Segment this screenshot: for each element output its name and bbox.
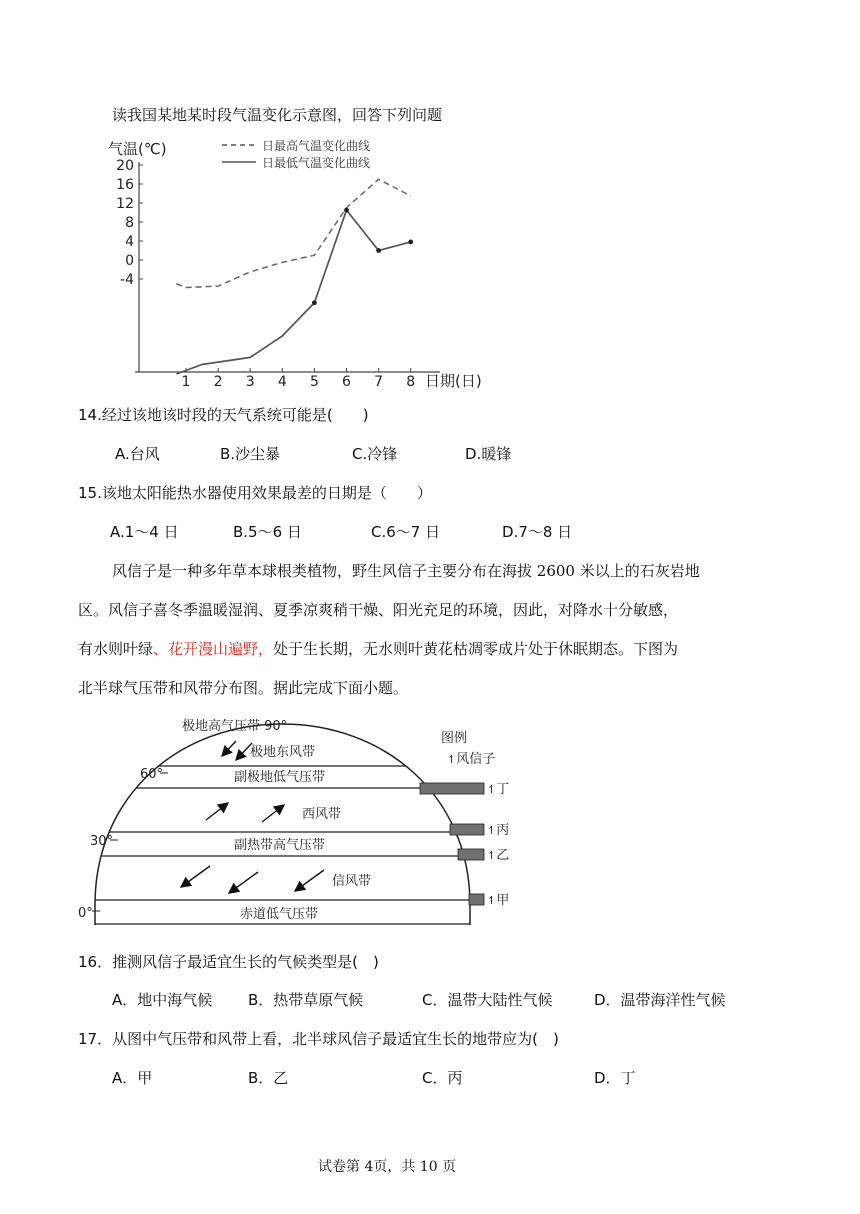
x-tick-label: 5: [309, 374, 319, 390]
x-tick-label: 4: [277, 374, 287, 390]
westerlies-label: 西风带: [302, 807, 342, 822]
subpolar-low-label: 副极地低气压带: [234, 770, 326, 785]
marker-bar-yi: [458, 849, 484, 860]
q15-option-d: D.7～8 日: [502, 523, 573, 541]
page-footer: 试卷第 4页，共 10 页: [318, 1159, 457, 1175]
q16-option-c: C．温带大陆性气候: [422, 991, 553, 1009]
q14-option-c: C.冷锋: [352, 445, 398, 463]
series-max-temp-line: [176, 179, 410, 287]
passage-line-3a: 有水则叶绿: [78, 640, 154, 658]
q17-option-b: B．乙: [248, 1069, 289, 1087]
y-tick-label: 4: [125, 234, 134, 250]
trade-winds-label: 信风带: [332, 874, 372, 889]
y-tick-label: 16: [116, 177, 134, 193]
y-tick-label: -4: [120, 272, 134, 288]
marker-bar-ding: [420, 783, 484, 794]
subtropical-high-label: 副热带高气压带: [234, 838, 326, 853]
min-temp-point: [344, 208, 349, 213]
q14-option-d: D.暖锋: [465, 445, 512, 463]
q17-option-a: A．甲: [112, 1069, 153, 1087]
y-axis-label: 气温(℃): [108, 140, 167, 158]
wind-belts-diagram: [75, 710, 525, 930]
marker-jia: ↿甲: [487, 893, 510, 908]
min-temp-point: [376, 248, 381, 253]
q15-option-a: A.1～4 日: [110, 523, 179, 541]
marker-bing: ↿丙: [487, 823, 510, 838]
diagram-legend-title: 图例: [441, 731, 468, 746]
latitude-0-label: 0°: [78, 906, 93, 921]
passage-line-2: 区。风信子喜冬季温暖湿润、夏季凉爽稍干燥、阳光充足的环境，因此，对降水十分敏感，: [78, 601, 679, 619]
q17-option-c: C．丙: [422, 1069, 463, 1087]
marker-bar-bing: [450, 824, 484, 835]
q14-option-a: A.台风: [115, 445, 160, 463]
polar-east-arrow-1: [222, 741, 236, 756]
passage-line-3: [78, 638, 678, 659]
min-temp-point: [312, 300, 317, 305]
q15-option-b: B.5～6 日: [233, 523, 302, 541]
q17-stem: 17．从图中气压带和风带上看，北半球风信子最适宜生长的地带应为( ): [78, 1030, 559, 1048]
x-tick-label: 7: [374, 374, 384, 390]
q16-option-a: A．地中海气候: [112, 991, 213, 1009]
legend-max-label: 日最高气温变化曲线: [262, 139, 371, 153]
legend-min-label: 日最低气温变化曲线: [262, 156, 371, 170]
q15-option-c: C.6～7 日: [371, 523, 441, 541]
marker-yi: ↿乙: [487, 848, 510, 863]
trade-arrow-2: [229, 872, 258, 893]
equatorial-low-label: 赤道低气压带: [240, 907, 319, 922]
q15-stem: 15.该地太阳能热水器使用效果最差的日期是（ ）: [78, 484, 432, 502]
passage-line-3c: 处于生长期，无水则叶黄花枯凋零成片处于休眠期态。下图为: [273, 640, 679, 658]
q16-option-d: D．温带海洋性气候: [594, 991, 726, 1009]
hyacinth-markers: [420, 782, 509, 908]
x-ticks: [182, 368, 416, 390]
passage-line-3b: 、花开漫山遍野，: [153, 640, 274, 658]
trade-arrow-3: [295, 870, 324, 891]
chart-legend: [222, 138, 370, 170]
q17-option-d: D．丁: [594, 1069, 636, 1087]
latitude-30-label: 30°: [90, 834, 114, 849]
y-tick-label: 20: [116, 158, 134, 174]
x-tick-label: 2: [213, 374, 223, 390]
polar-easterlies-label: 极地东风带: [250, 745, 316, 760]
chart-intro: 读我国某地某时段气温变化示意图，回答下列问题: [112, 106, 443, 124]
marker-ding: ↿丁: [487, 782, 510, 797]
x-axis-label: 日期(日): [425, 372, 482, 390]
passage-line-4: 北半球气压带和风带分布图。据此完成下面小题。: [78, 679, 409, 697]
passage-line-1: 风信子是一种多年草本球根类植物，野生风信子主要分布在海拔 2600 米以上的石灰岩地: [112, 562, 700, 580]
series-min-temp-line: [176, 210, 410, 374]
q16-option-b: B．热带草原气候: [248, 991, 364, 1009]
diagram-legend-item: ↿风信子: [447, 752, 496, 767]
y-tick-label: 8: [125, 215, 134, 231]
x-tick-label: 6: [342, 374, 351, 390]
temperature-chart: [95, 132, 495, 394]
y-tick-label: 0: [125, 253, 134, 269]
min-temp-point: [408, 240, 413, 245]
q16-stem: 16．推测风信子最适宜生长的气候类型是( ): [78, 953, 379, 971]
x-tick-label: 8: [406, 374, 416, 390]
trade-arrow-1: [181, 866, 210, 887]
westerly-arrow-1: [206, 803, 228, 820]
polar-high-label: 极地高气压带 90°: [182, 719, 288, 734]
y-tick-label: 12: [116, 196, 134, 212]
x-tick-label: 3: [245, 374, 255, 390]
x-tick-label: 1: [181, 374, 191, 390]
westerly-arrow-2: [262, 805, 284, 822]
series-min-points: [312, 208, 413, 305]
latitude-60-label: 60°: [140, 767, 164, 782]
q14-stem: 14.经过该地该时段的天气系统可能是( ): [78, 406, 369, 424]
marker-bar-jia: [469, 894, 484, 905]
q14-option-b: B.沙尘暴: [220, 445, 281, 463]
